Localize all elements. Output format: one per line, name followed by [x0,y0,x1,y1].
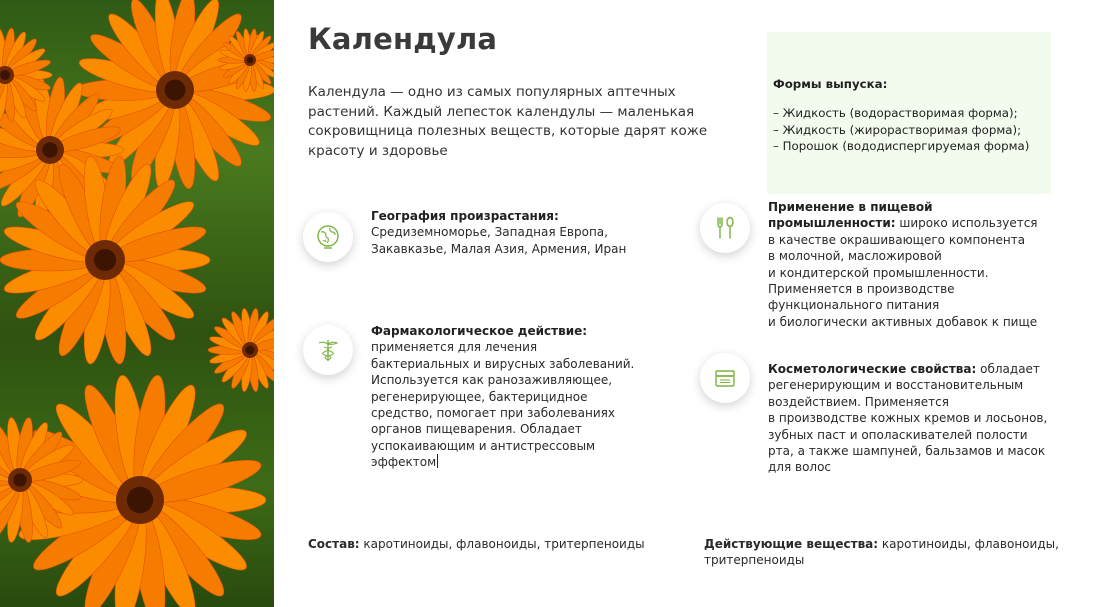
release-form-item: – Жидкость (водорастворимая форма); [773,106,1018,120]
release-forms-title: Формы выпуска: [773,77,888,91]
cream-jar-icon [712,365,738,391]
page-title: Календула [308,22,498,56]
active-substances-text: Действующие вещества: каротиноиды, флавоноиды, тритерпеноиды [704,537,1059,568]
release-forms-list [773,105,1029,155]
composition-text: Состав: каротиноиды, флавоноиды, тритерпеноиды [308,537,645,551]
release-form-item: – Жидкость (жирорастворимая форма); [773,122,1022,137]
geography-section: География произрастания: Средиземноморье, Западная Европа, Закавказье, Малая Азия, Армения, Иран [371,209,627,256]
caduceus-icon-badge [303,325,353,375]
geography-title: География произрастания: [371,209,559,223]
caduceus-icon [315,337,341,363]
calendula-flowers-image [0,0,274,607]
fork-spoon-icon [712,215,738,241]
pharmacology-section: Фармакологическое действие: применяется для лечения бактериальных и вирусных заболеваний. Используется как ранозаживляющее, регенерирующее, бактерицидное средство, помогает при заболеваниях органов пищеварения. Обладает успокаивающим и антистрессовым эффектом [371,324,635,470]
text-cursor [437,454,438,468]
fork-spoon-icon-badge [700,203,750,253]
intro-text: Календула — одно из самых популярных аптечных растений. Каждый лепесток календулы — маленькая сокровищница полезных веществ, которые дарят коже красоту и здоровье [308,84,708,159]
release-form-item: – Порошок (вододиспергируемая форма) [773,139,1030,153]
cosmetic-section: Косметологические свойства: обладает регенерирующим и восстановительным воздействием. Применяется в производстве кожных кремов и лосьонов, зубных паст и ополаскивателей полости рта, а также шампуней, бальзамов и масок для волос [768,362,1048,475]
globe-icon [315,224,341,250]
cream-jar-icon-badge [700,353,750,403]
food-industry-section: Применение в пищевой промышленности: широко используется в качестве окрашивающего компонента в молочной, масложировой и кондитерской промышленности. Применяется в производстве функционального питания и биологически активных добавок к пище [768,200,1038,329]
globe-icon-badge [303,212,353,262]
calendula-photo [0,0,274,607]
pharmacology-title: Фармакологическое действие: [371,324,588,338]
